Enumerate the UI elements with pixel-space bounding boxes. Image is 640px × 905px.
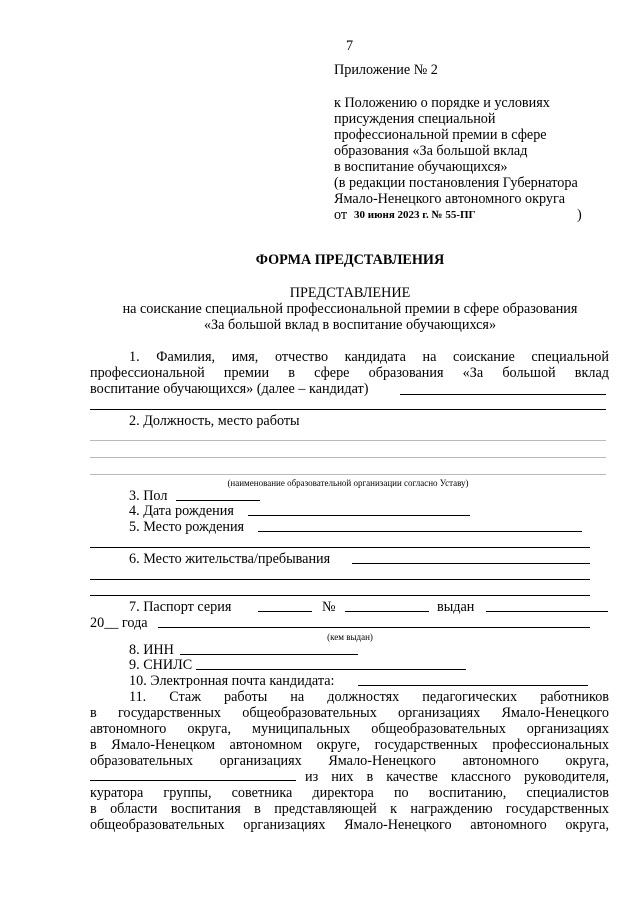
field-5-label: 5. Место рождения — [129, 519, 245, 535]
field-11-line-3: автономного округа, муниципальных общеобразовательных организациях — [90, 721, 609, 737]
field-11-line-5: образовательных организациях Ямало-Ненецкого автономного округа, — [90, 753, 609, 769]
field-1-line-2: профессиональной премии в сфере образования «За большой вклад — [90, 365, 609, 381]
field-3-label: 3. Пол — [129, 488, 168, 504]
issued-caption: (кем выдан) — [327, 632, 373, 642]
field-7-year-label: 20__ года — [90, 615, 148, 631]
field-1-input-line[interactable] — [400, 394, 606, 395]
appendix-date-prefix: от — [334, 207, 348, 223]
field-8-label: 8. ИНН — [129, 642, 174, 658]
field-11-line-1: 11. Стаж работы на должностях педагогических работников — [129, 689, 609, 705]
field-5-input-line-2[interactable] — [90, 547, 590, 548]
appendix-line-1: к Положению о порядке и условиях — [334, 95, 550, 111]
field-7-issued-label: выдан — [437, 599, 475, 615]
field-5-input-line[interactable] — [258, 531, 582, 532]
field-6-input-line[interactable] — [352, 563, 590, 564]
stage-input-line[interactable] — [90, 780, 296, 781]
field-11-line-7: куратора группы, советника директора по воспитанию, специалистов — [90, 785, 609, 801]
email-input-line[interactable] — [358, 685, 588, 686]
field-4-input-line[interactable] — [248, 515, 470, 516]
field-10-label: 10. Электронная почта кандидата: — [129, 673, 335, 689]
field-9-label: 9. СНИЛС — [129, 657, 193, 673]
field-7-number-label: № — [322, 599, 336, 615]
appendix-date-value: 30 июня 2023 г. № 55-ПГ — [354, 209, 476, 221]
passport-number-line[interactable] — [345, 611, 429, 612]
appendix-line-4: образования «За большой вклад — [334, 143, 528, 159]
field-11-line-9: общеобразовательных организациях Ямало-Ненецкого автономного округа, — [90, 817, 609, 833]
field-6-label: 6. Место жительства/пребывания — [129, 551, 331, 567]
passport-issued-line[interactable] — [486, 611, 608, 612]
field-11-line-8: в области воспитания в представляющей к награждению государственных — [90, 801, 609, 817]
appendix-line-2: присуждения специальной — [334, 111, 496, 127]
appendix-line-7: Ямало-Ненецкого автономного округа — [334, 191, 566, 207]
field-2-label: 2. Должность, место работы — [129, 413, 300, 429]
org-caption: (наименование образовательной организации согласно Уставу) — [227, 478, 469, 488]
field-6-input-line-2[interactable] — [90, 579, 590, 580]
field-11-line-4: в Ямало-Ненецком автономном округе, государственных профессиональных — [90, 737, 609, 753]
field-2-line-2[interactable] — [90, 457, 606, 458]
field-4-label: 4. Дата рождения — [129, 503, 234, 519]
field-6-input-line-3[interactable] — [90, 595, 590, 596]
passport-series-line[interactable] — [258, 611, 312, 612]
doc-subtitle-2: «За большой вклад в воспитание обучающихся» — [203, 317, 497, 333]
doc-subtitle-1: на соискание специальной профессиональной премии в сфере образования — [122, 301, 578, 317]
field-7-passport-label: 7. Паспорт серия — [129, 599, 232, 615]
field-1-input-line-2[interactable] — [90, 409, 606, 410]
doc-title: ПРЕДСТАВЛЕНИЕ — [289, 285, 411, 301]
appendix-date-suffix: ) — [577, 207, 582, 223]
field-1-line-3: воспитание обучающихся» (далее – кандидат) — [90, 381, 369, 397]
appendix-line-6: (в редакции постановления Губернатора — [334, 175, 578, 191]
appendix-line-5: в воспитание обучающихся» — [334, 159, 508, 175]
appendix-line-3: профессиональной премии в сфере — [334, 127, 547, 143]
inn-input-line[interactable] — [180, 654, 358, 655]
snils-input-line[interactable] — [196, 669, 466, 670]
page-number: 7 — [346, 38, 354, 54]
field-11-line-6: из них в качестве классного руководителя, — [305, 769, 609, 785]
form-heading: ФОРМА ПРЕДСТАВЛЕНИЯ — [255, 252, 445, 268]
field-2-line-1[interactable] — [90, 440, 606, 441]
appendix-title: Приложение № 2 — [334, 62, 438, 78]
passport-issuer-line[interactable] — [158, 627, 590, 628]
field-3-input-line[interactable] — [176, 500, 260, 501]
field-1-line-1: 1. Фамилия, имя, отчество кандидата на соискание специальной — [129, 349, 609, 365]
field-11-line-2: в государственных общеобразовательных организациях Ямало-Ненецкого — [90, 705, 609, 721]
